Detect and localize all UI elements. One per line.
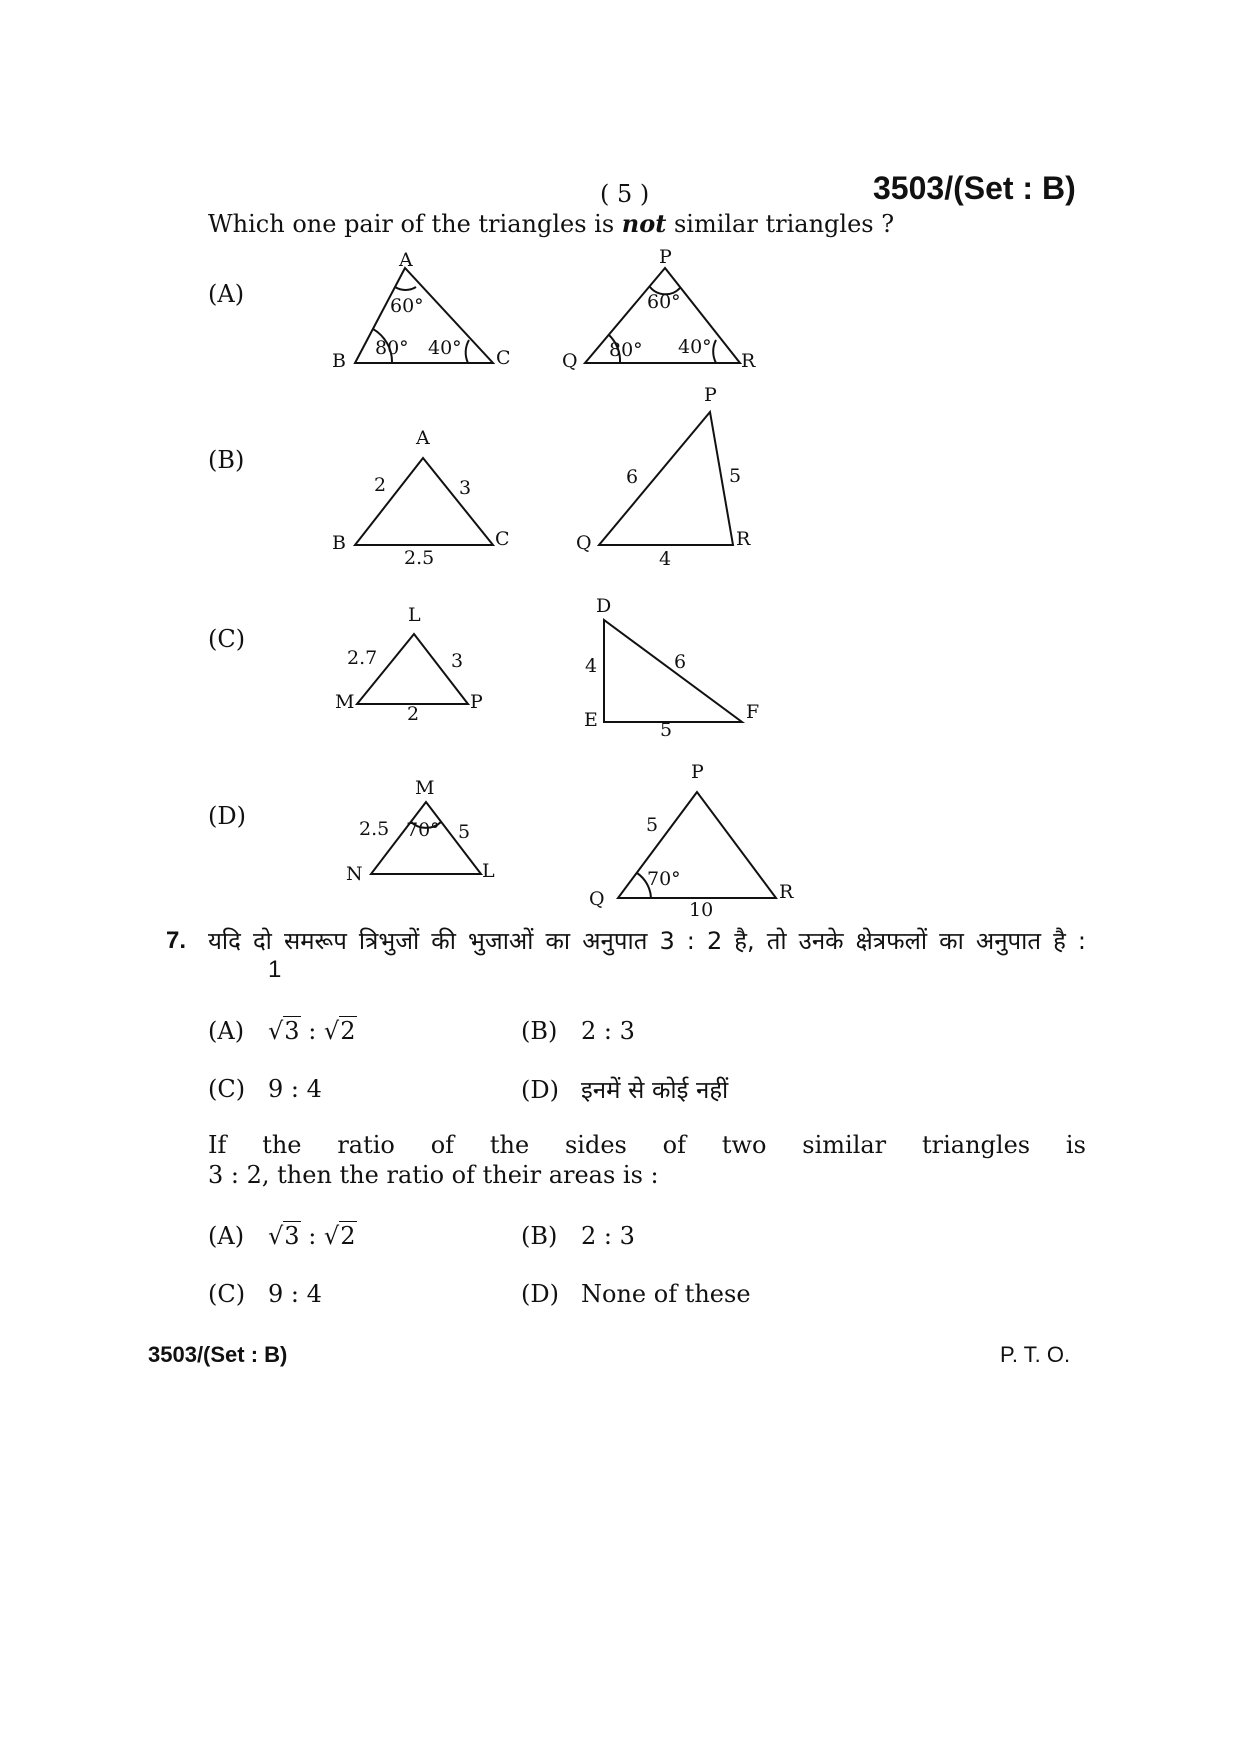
vertex-b1-right: C <box>495 528 510 550</box>
q7-english-option-b-label: (B) <box>521 1222 558 1250</box>
q7-word: the <box>262 1131 302 1159</box>
vertex-a2-top: P <box>659 246 672 268</box>
angle-a1-top: 60° <box>390 295 424 317</box>
q7-word: the <box>489 1131 530 1159</box>
triangle-b1 <box>355 458 493 545</box>
angle-a2-top: 60° <box>647 291 681 313</box>
q6-text-after: similar triangles ? <box>666 210 895 238</box>
q7-word: two <box>721 1131 767 1159</box>
vertex-a2-left: Q <box>562 350 578 372</box>
q7-english-option-a-label: (A) <box>208 1222 245 1250</box>
q6-option-d-label: (D) <box>208 802 246 830</box>
page-number: ( 5 ) <box>600 180 650 208</box>
vertex-d1-top: M <box>415 777 435 799</box>
sqrt-symbol: √3 <box>268 1222 300 1250</box>
question-7-marks: 1 <box>268 956 282 983</box>
vertex-a1-top: A <box>399 249 413 271</box>
angle-a2-left: 80° <box>609 339 643 361</box>
q7-english-option-c-label: (C) <box>208 1280 246 1308</box>
vertex-b2-right: R <box>736 528 751 550</box>
q7-hindi-option-c-value: 9 : 4 <box>268 1075 322 1103</box>
vertex-c2-top: D <box>596 595 612 617</box>
footer-set-code: 3503/(Set : B) <box>148 1342 288 1367</box>
q7-hindi-a-sep: : <box>300 1017 324 1045</box>
side-c2-base: 5 <box>660 719 673 741</box>
q7-english-option-d-label: (D) <box>521 1280 559 1308</box>
q7-hindi-option-d-label: (D) <box>521 1076 559 1104</box>
q7-english-a-sep: : <box>300 1222 324 1250</box>
angle-a1-left: 80° <box>375 337 409 359</box>
q7-hindi-option-a-label: (A) <box>208 1017 245 1045</box>
vertex-c2-left: E <box>584 709 598 731</box>
q7-hindi-a-right: 2 <box>340 1017 356 1045</box>
q7-english-option-d <box>521 1280 751 1308</box>
vertex-c1-left: M <box>335 691 355 713</box>
question-7-hindi-text: यदि दो समरूप त्रिभुजों की भुजाओं का अनुपात 3 : 2 है, तो उनके क्षेत्रफलों का अनुपात है : <box>208 927 1086 955</box>
sqrt-symbol: √2 <box>323 1017 356 1045</box>
triangle-d2 <box>618 792 776 898</box>
vertex-c2-right: F <box>746 701 760 723</box>
q7-english-option-b-value: 2 : 3 <box>581 1222 635 1250</box>
q7-hindi-option-b-label: (B) <box>521 1017 558 1045</box>
question-7-english-line2: 3 : 2, then the ratio of their areas is : <box>208 1161 659 1189</box>
vertex-d2-right: R <box>779 881 794 903</box>
q6-option-b-label: (B) <box>208 446 245 474</box>
angle-d1-top: 70° <box>406 819 440 841</box>
q7-hindi-option-a <box>208 1017 357 1045</box>
question-7-english-line1 <box>208 1131 1086 1159</box>
side-d2-base: 10 <box>689 899 714 921</box>
angle-a2-right: 40° <box>678 336 712 358</box>
angle-arc-a1-c <box>466 340 469 363</box>
vertex-b2-top: P <box>704 384 717 406</box>
vertex-a1-left: B <box>332 350 346 372</box>
vertex-d1-right: L <box>482 860 495 882</box>
q7-hindi-option-b-value: 2 : 3 <box>581 1017 635 1045</box>
side-c2-left: 4 <box>585 655 598 677</box>
sqrt-symbol: √2 <box>323 1222 356 1250</box>
q7-english-a-left: 3 <box>284 1222 300 1250</box>
side-b1-base: 2.5 <box>404 547 435 569</box>
q7-hindi-option-d-value: इनमें से कोई नहीं <box>581 1076 729 1104</box>
side-c1-right: 3 <box>451 650 464 672</box>
q7-hindi-option-d <box>521 1073 728 1106</box>
vertex-c1-top: L <box>408 604 421 626</box>
q7-hindi-option-c <box>208 1075 322 1103</box>
q7-english-option-d-value: None of these <box>581 1280 751 1308</box>
side-b2-base: 4 <box>659 548 672 570</box>
q6-emphasis: not <box>621 209 667 238</box>
footer-pto: P. T. O. <box>1000 1342 1071 1367</box>
q7-word: triangles <box>921 1131 1031 1159</box>
q7-english-option-c-value: 9 : 4 <box>268 1280 322 1308</box>
side-b2-left: 6 <box>626 466 639 488</box>
triangle-b2 <box>599 412 733 545</box>
side-b1-left: 2 <box>374 474 387 496</box>
sqrt-symbol: √3 <box>268 1017 300 1045</box>
vertex-d2-top: P <box>691 761 704 783</box>
vertex-b1-top: A <box>416 427 430 449</box>
side-b2-right: 5 <box>729 465 742 487</box>
q7-english-option-c <box>208 1280 322 1308</box>
set-code-header: 3503/(Set : B) <box>873 170 1076 206</box>
angle-d2-q: 70° <box>647 868 681 890</box>
triangle-c2 <box>604 620 742 722</box>
angle-arc-a2-r <box>713 340 716 363</box>
side-c1-left: 2.7 <box>347 647 378 669</box>
angle-a1-right: 40° <box>428 337 462 359</box>
vertex-b2-left: Q <box>576 532 592 554</box>
q6-text-before: Which one pair of the triangles is <box>208 210 622 238</box>
vertex-d2-left: Q <box>589 888 605 910</box>
vertex-a2-right: R <box>741 350 756 372</box>
q7-word: is <box>1065 1131 1086 1159</box>
q6-option-a-label: (A) <box>208 280 245 308</box>
q7-english-option-a <box>208 1222 357 1250</box>
q7-word: If <box>208 1131 227 1159</box>
angle-arc-a1-a <box>395 287 416 290</box>
q7-word: of <box>662 1131 686 1159</box>
q7-hindi-option-c-label: (C) <box>208 1075 246 1103</box>
q7-word: of <box>430 1131 455 1159</box>
q7-hindi-option-b <box>521 1017 635 1045</box>
side-d1-right: 5 <box>458 821 471 843</box>
q7-word: ratio <box>337 1131 395 1159</box>
q7-word: similar <box>802 1131 887 1159</box>
side-d2-left: 5 <box>646 814 659 836</box>
side-c2-hyp: 6 <box>674 651 687 673</box>
q7-english-option-b <box>521 1222 635 1250</box>
question-7-number: 7. <box>166 927 187 954</box>
vertex-c1-right: P <box>470 691 483 713</box>
q7-word: sides <box>564 1131 627 1159</box>
side-d1-left: 2.5 <box>359 818 390 840</box>
side-b1-right: 3 <box>459 477 472 499</box>
vertex-b1-left: B <box>332 532 346 554</box>
vertex-d1-left: N <box>346 863 363 885</box>
q7-english-a-right: 2 <box>340 1222 356 1250</box>
q6-option-c-label: (C) <box>208 625 246 653</box>
q7-hindi-a-left: 3 <box>284 1017 300 1045</box>
side-c1-base: 2 <box>407 703 420 725</box>
vertex-a1-right: C <box>496 347 511 369</box>
